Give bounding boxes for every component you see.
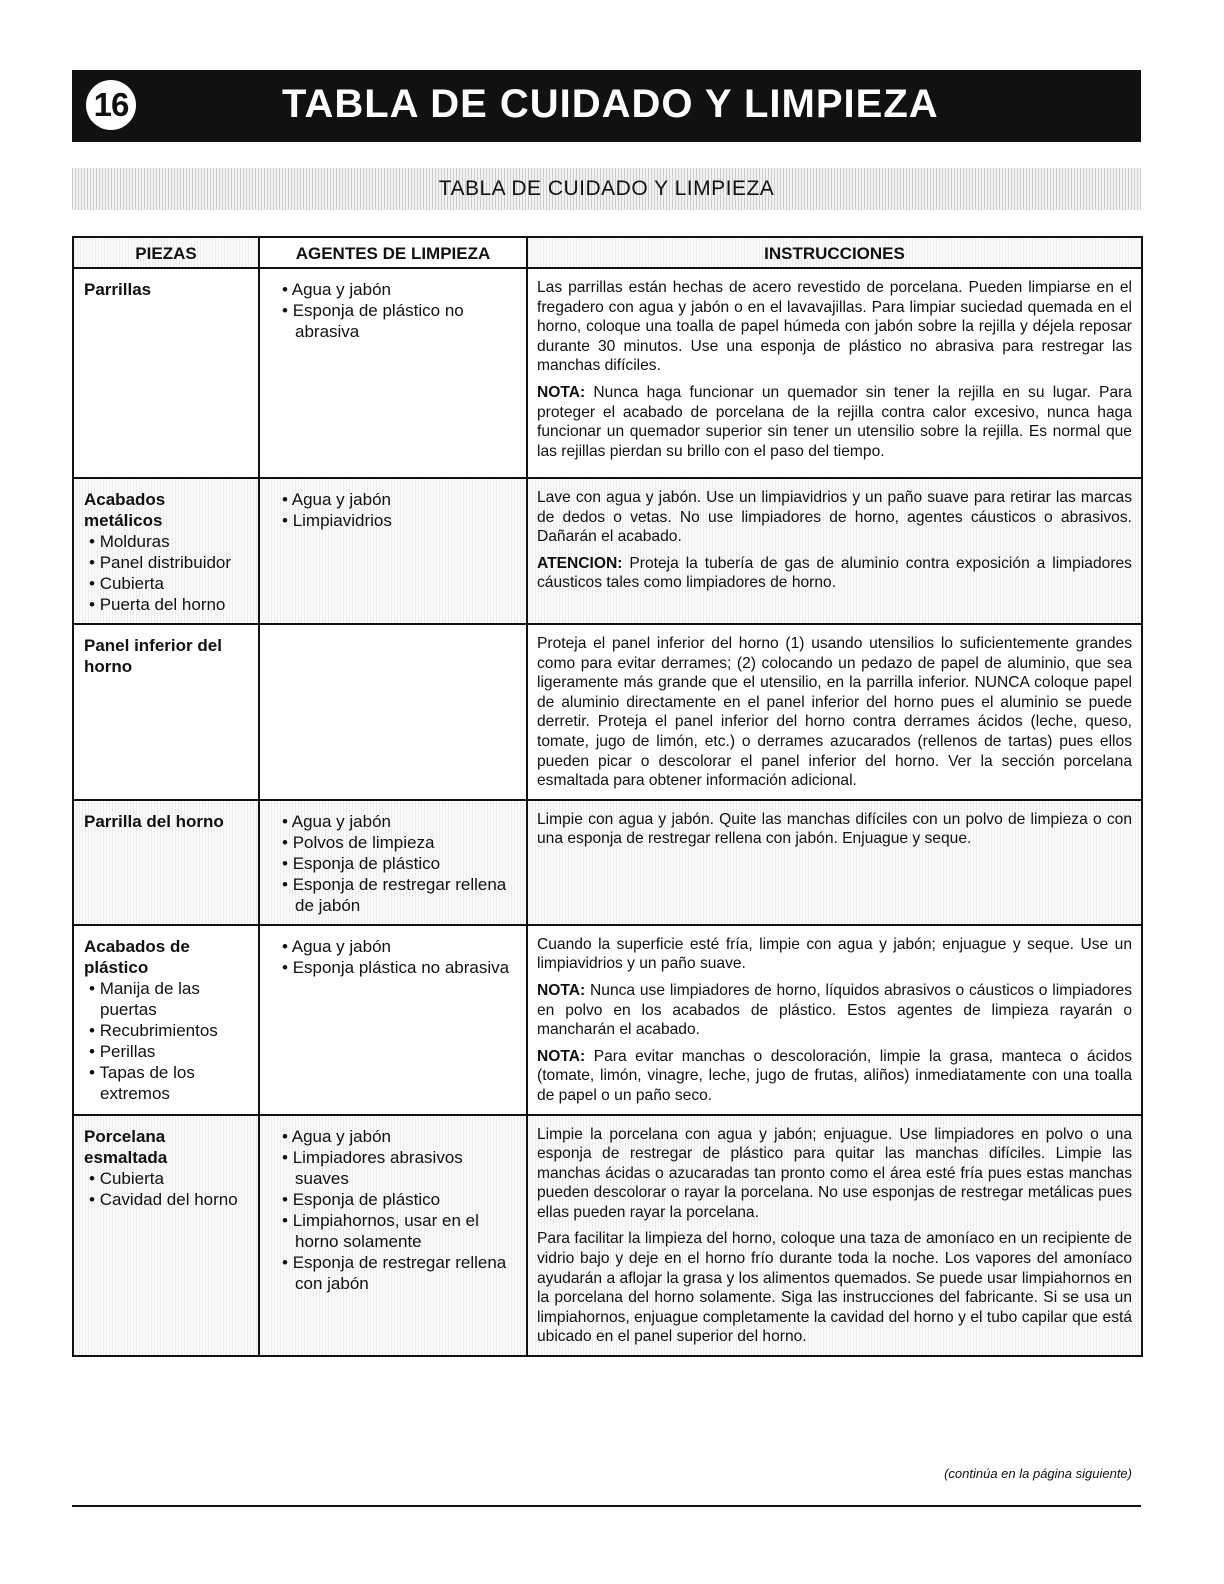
agent-item: • Agua y jabón [270, 489, 516, 510]
table-row [73, 268, 1142, 478]
agent-item: • Limpiahornos, usar en el horno solamente [270, 1210, 516, 1252]
instruction-paragraph [537, 981, 1132, 1040]
agents-cell [259, 624, 527, 800]
agent-item: • Esponja de plástico [270, 853, 516, 874]
agents-cell [259, 268, 527, 478]
subpart-item: • Molduras [84, 531, 248, 552]
subpart-item: • Recubrimientos [84, 1020, 248, 1041]
note-text: Para evitar manchas o descoloración, limpie la grasa, manteca o ácidos (tomate, limón, vinagre, leche, jugo de frutas, aliños) inmediatamente con una toalla de papel o un paño seco. [537, 1047, 1132, 1104]
instruction-paragraph [537, 1047, 1132, 1106]
agent-item: • Esponja de restregar rellena con jabón [270, 1252, 516, 1294]
instructions-cell [527, 800, 1142, 925]
instruction-paragraph: Limpie la porcelana con agua y jabón; enjuague. Use limpiadores en polvo o una esponja de restregar de plástico para quitar las manchas difíciles. Limpie las manchas ácidas o azucaradas tan pronto como el área esté fría pues estas manchas pueden descolorar o rayar la porcelana. No use esponjas de restregar metálicas pues ellas pueden rayar la porcelana. [537, 1125, 1132, 1221]
agents-cell [259, 925, 527, 1115]
agent-item: • Esponja de restregar rellena de jabón [270, 874, 516, 916]
subpart-item: • Panel distribuidor [84, 552, 248, 573]
agent-item: • Agua y jabón [270, 1126, 516, 1147]
part-cell [73, 925, 259, 1115]
subpart-item: • Tapas de los extremos [84, 1062, 248, 1104]
agent-item: • Limpiadores abrasivos suaves [270, 1147, 516, 1189]
agents-cell [259, 800, 527, 925]
agent-item: • Limpiavidrios [270, 510, 516, 531]
agents-cell [259, 1115, 527, 1357]
column-header-instructions: INSTRUCCIONES [527, 237, 1142, 268]
agent-item: • Agua y jabón [270, 811, 516, 832]
instruction-paragraph: Para facilitar la limpieza del horno, coloque una taza de amoníaco en un recipiente de vidrio bajo y deje en el horno frío durante toda la noche. Los vapores del amoníaco ayudarán a aflojar la grasa y los alimentos quemados. Se puede usar limpiahornos en la porcelana del horno solamente. Siga las instrucciones del fabricante. Si se usa un limpiahornos, enjuague completamente la cavidad del horno y el tubo capilar que está ubicado en el panel superior del horno. [537, 1230, 1132, 1346]
footer-divider [72, 1505, 1141, 1507]
instruction-paragraph [537, 383, 1132, 461]
caution-text: Proteja la tubería de gas de aluminio contra exposición a limpiadores cáusticos tales como limpiadores de horno. [537, 554, 1132, 592]
instruction-paragraph: Proteja el panel inferior del horno (1) usando utensilios lo suficientemente grandes como para evitar derrames; (2) colocando un pedazo de papel de aluminio, que sea ligeramente más grande que el utensilio, en la parrilla inferior. NUNCA coloque papel de aluminio directamente en el panel inferior del horno pues el aluminio se puede derretir. Proteja el panel inferior del horno contra derrames ácidos (leche, queso, tomate, jugo de limón, etc.) o derrames azucarados (rellenos de tartas) pues ellos pueden picar o descolorar el panel inferior del horno. Ver la sección porcelana esmaltada para obtener información adicional. [537, 635, 1132, 790]
part-cell [73, 1115, 259, 1357]
table-row [73, 624, 1142, 800]
subpart-item: • Perillas [84, 1041, 248, 1062]
table-row [73, 800, 1142, 925]
continuation-note: (continúa en la página siguiente) [944, 1466, 1132, 1481]
part-cell [73, 478, 259, 624]
instruction-paragraph: Limpie con agua y jabón. Quite las manchas difíciles con un polvo de limpieza o con una esponja de restregar rellena con jabón. Enjuague y seque. [537, 810, 1132, 848]
agent-item: • Esponja plástica no abrasiva [270, 957, 516, 978]
column-header-parts: PIEZAS [73, 237, 259, 268]
agent-item: • Esponja de plástico [270, 1189, 516, 1210]
table-subtitle: TABLA DE CUIDADO Y LIMPIEZA [438, 177, 775, 200]
table-row [73, 925, 1142, 1115]
instructions-cell [527, 478, 1142, 624]
agent-item: • Esponja de plástico no abrasiva [270, 300, 516, 342]
instruction-paragraph: Cuando la superficie esté fría, limpie con agua y jabón; enjuague y seque. Use un limpiavidrios y un paño suave. [537, 935, 1132, 973]
caution-label: ATENCION: [537, 554, 623, 572]
part-name: Acabados metálicos [84, 490, 166, 530]
note-label: NOTA: [537, 981, 586, 999]
section-number-badge: 16 [86, 80, 136, 130]
part-name: Acabados de plástico [84, 936, 190, 977]
subpart-item: • Puerta del horno [84, 594, 248, 615]
part-name: Panel inferior del horno [84, 636, 222, 676]
note-label: NOTA: [537, 1047, 586, 1065]
care-cleaning-table [72, 236, 1143, 1357]
part-cell [73, 268, 259, 478]
agent-item: • Agua y jabón [270, 936, 516, 957]
part-name: Parrillas [84, 280, 152, 299]
part-name: Porcelana esmaltada [84, 1126, 168, 1167]
subpart-item: • Cubierta [84, 1168, 248, 1189]
table-header-row [73, 237, 1142, 268]
table-row [73, 478, 1142, 624]
part-name: Parrilla del horno [84, 811, 224, 831]
note-text: Nunca haga funcionar un quemador sin tener la rejilla en su lugar. Para proteger el acabado de porcelana de la rejilla contra calor excesivo, nunca haga funcionar un quemador superior sin tener un utensilio sobre la rejilla. Es normal que las rejillas pierdan su brillo con el paso del tiempo. [537, 383, 1132, 460]
part-cell [73, 800, 259, 925]
instructions-cell [527, 1115, 1142, 1357]
part-cell [73, 624, 259, 800]
subpart-item: • Cubierta [84, 573, 248, 594]
table-row [73, 1115, 1142, 1357]
subtitle-band [72, 168, 1141, 210]
instructions-cell [527, 925, 1142, 1115]
subpart-item: • Cavidad del horno [84, 1189, 248, 1210]
instruction-paragraph: Lave con agua y jabón. Use un limpiavidrios y un paño suave para retirar las marcas de dedos o vetas. No use limpiadores de horno, agentes cáusticos o abrasivos. Dañarán el acabado. [537, 489, 1132, 546]
note-text: Nunca use limpiadores de horno, líquidos abrasivos o cáusticos o limpiadores en polvo en los acabados de plástico. Estos agentes de limpieza rayarán o mancharán el acabado. [537, 981, 1132, 1039]
agent-item: • Agua y jabón [270, 279, 516, 300]
agent-item: • Polvos de limpieza [270, 832, 516, 853]
instructions-cell [527, 624, 1142, 800]
page-title: TABLA DE CUIDADO Y LIMPIEZA [282, 82, 939, 126]
instructions-cell [527, 268, 1142, 478]
subpart-item: • Manija de las puertas [84, 978, 248, 1020]
agents-cell [259, 478, 527, 624]
note-label: NOTA: [537, 383, 586, 401]
instruction-paragraph: Las parrillas están hechas de acero revestido de porcelana. Pueden limpiarse en el fregadero con agua y jabón o en el lavavajillas. Para limpiar suciedad quemada en el horno, coloque una toalla de papel húmeda con jabón sobre la rejilla y déjela reposar durante 30 minutos. Use una esponja de plástico no abrasiva para restregar las manchas difíciles. [537, 279, 1132, 375]
instruction-paragraph [537, 554, 1132, 593]
column-header-agents: AGENTES DE LIMPIEZA [259, 237, 527, 268]
